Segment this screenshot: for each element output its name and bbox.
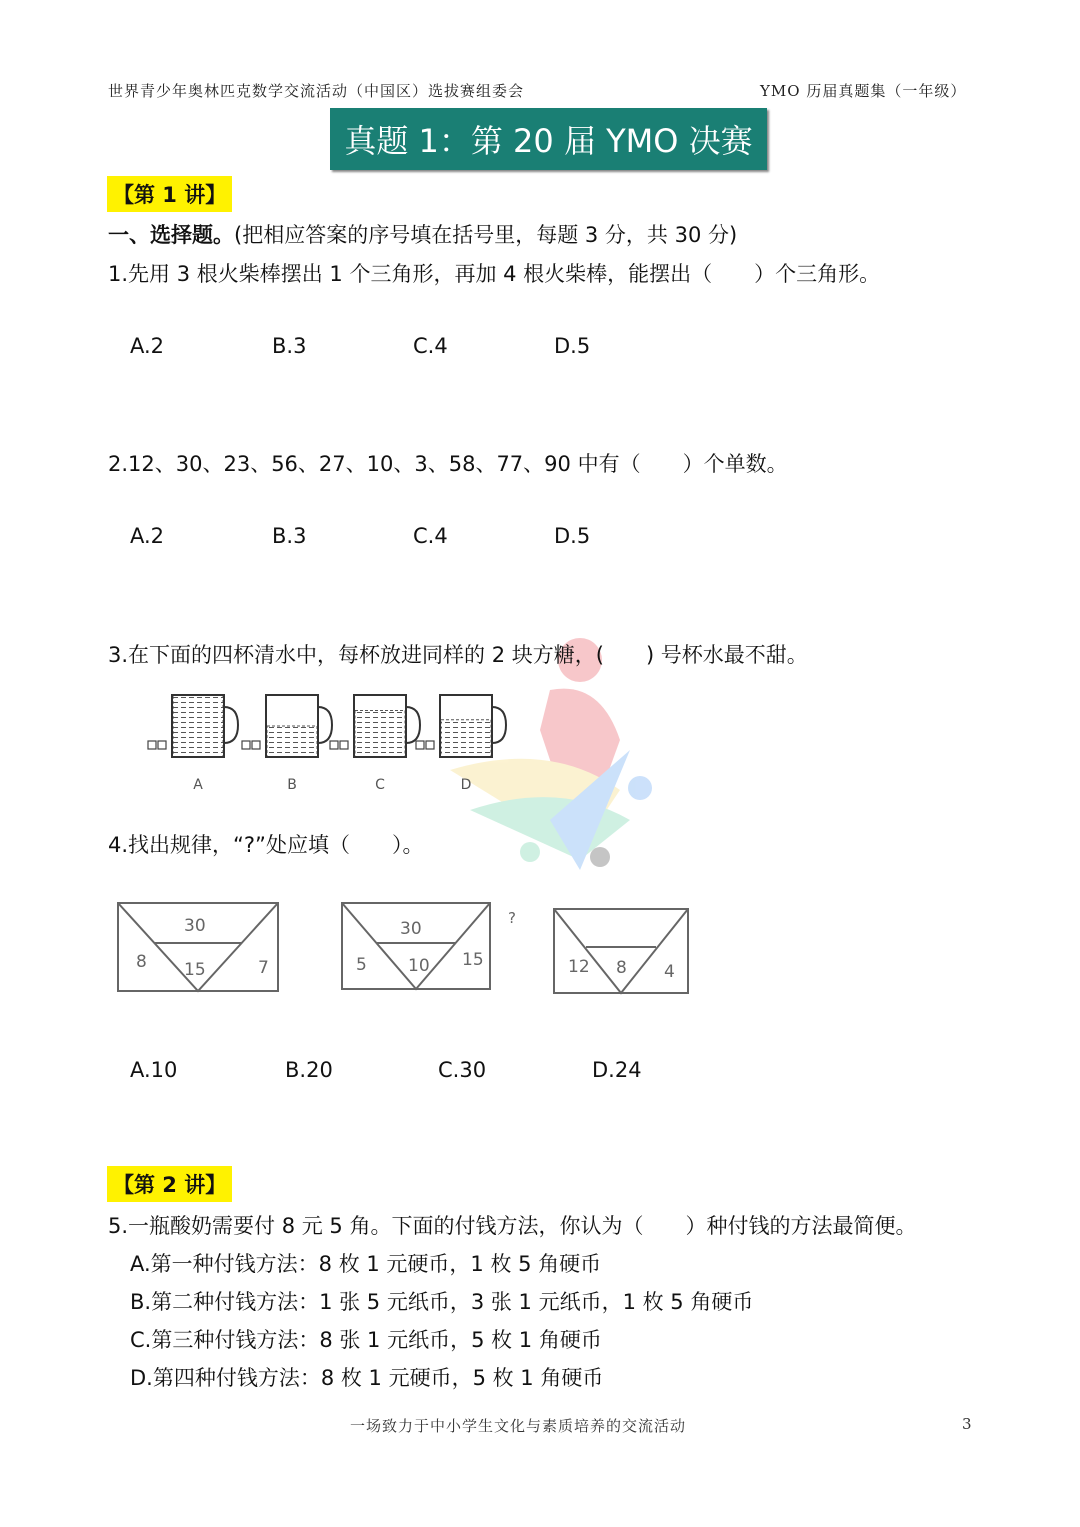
figure-2-rect	[342, 903, 490, 989]
section-label: 一、选择题。	[108, 223, 234, 247]
q1-option-b: B.3	[272, 334, 307, 358]
q5-option-b: B.第二种付钱方法：1 张 5 元纸币，3 张 1 元纸币，1 枚 5 角硬币	[130, 1290, 754, 1314]
pattern-figure	[110, 895, 710, 1005]
section-heading	[108, 219, 737, 249]
cup-label: B	[287, 777, 297, 793]
figure-3-middle: 8	[616, 958, 627, 978]
question-4-text: 4.找出规律，“?”处应填（ ）。	[108, 833, 424, 857]
q2-option-a: A.2	[130, 524, 165, 548]
q4-option-d: D.24	[592, 1058, 642, 1082]
q2-option-d: D.5	[554, 524, 591, 548]
cup-label: C	[375, 777, 385, 793]
sugar-cube	[158, 741, 166, 749]
cup-handle	[224, 707, 238, 743]
figure-2-left: 5	[356, 955, 367, 975]
q2-option-c: C.4	[413, 524, 448, 548]
q5-option-a: A.第一种付钱方法：8 枚 1 元硬币，1 枚 5 角硬币	[130, 1252, 602, 1276]
q4-option-b: B.20	[285, 1058, 333, 1082]
sugar-cube	[340, 741, 348, 749]
cup-handle	[406, 707, 420, 743]
question-5-text: 5.一瓶酸奶需要付 8 元 5 角。下面的付钱方法，你认为（ ）种付钱的方法最简便。	[108, 1214, 917, 1238]
figure-1-top: 30	[184, 916, 206, 936]
figure-1-right: 7	[258, 958, 269, 978]
cup-label: D	[460, 777, 472, 793]
lecture-2-label: 【第 2 讲】	[107, 1166, 232, 1202]
q1-option-c: C.4	[413, 334, 448, 358]
cup-label: A	[193, 777, 203, 793]
cups-figure	[140, 685, 520, 800]
page-number: 3	[962, 1415, 973, 1433]
q2-option-b: B.3	[272, 524, 307, 548]
figure-question-mark: ?	[508, 909, 516, 927]
question-1-text: 1.先用 3 根火柴棒摆出 1 个三角形，再加 4 根火柴棒，能摆出（ ）个三角形。	[108, 262, 881, 286]
figure-1-middle: 15	[184, 960, 206, 980]
q5-option-d: D.第四种付钱方法：8 枚 1 元硬币，5 枚 1 角硬币	[130, 1366, 604, 1390]
sugar-cube	[148, 741, 156, 749]
watermark-dot-blue	[628, 776, 652, 800]
page-title: 真题 1：第 20 届 YMO 决赛	[330, 108, 767, 170]
lecture-1-label: 【第 1 讲】	[107, 176, 232, 212]
watermark-dot-dark	[590, 847, 610, 867]
cup-water	[355, 711, 405, 758]
figure-1-left: 8	[136, 952, 147, 972]
figure-2-middle: 10	[408, 956, 430, 976]
q5-option-c: C.第三种付钱方法：8 张 1 元纸币，5 枚 1 角硬币	[130, 1328, 602, 1352]
figure-3-right: 4	[664, 962, 675, 982]
question-3-text: 3.在下面的四杯清水中，每杯放进同样的 2 块方糖，( ) 号杯水最不甜。	[108, 643, 808, 667]
figure-2-right: 15	[462, 950, 484, 970]
figure-2-top: 30	[400, 919, 422, 939]
sugar-cube	[242, 741, 250, 749]
section-note: (把相应答案的序号填在括号里，每题 3 分，共 30 分)	[234, 223, 738, 247]
cup-handle	[492, 707, 506, 743]
sugar-cube	[252, 741, 260, 749]
header-left: 世界青少年奥林匹克数学交流活动（中国区）选拔赛组委会	[108, 82, 525, 100]
cup-water	[173, 695, 223, 757]
q4-option-a: A.10	[130, 1058, 178, 1082]
figure-2-v	[342, 903, 490, 989]
q1-option-a: A.2	[130, 334, 165, 358]
q1-option-d: D.5	[554, 334, 591, 358]
sugar-cube	[416, 741, 424, 749]
footer-slogan: 一场致力于中小学生文化与素质培养的交流活动	[350, 1417, 687, 1435]
cup-water	[267, 726, 317, 757]
sugar-cube	[426, 741, 434, 749]
q4-option-c: C.30	[438, 1058, 487, 1082]
cup-water	[441, 720, 491, 757]
figure-3-left: 12	[568, 957, 590, 977]
header-right: YMO 历届真题集（一年级）	[760, 82, 967, 100]
sugar-cube	[330, 741, 338, 749]
question-2-text: 2.12、30、23、56、27、10、3、58、77、90 中有（ ）个单数。	[108, 452, 788, 476]
cup-handle	[318, 707, 332, 743]
watermark-dot-green	[520, 842, 540, 862]
